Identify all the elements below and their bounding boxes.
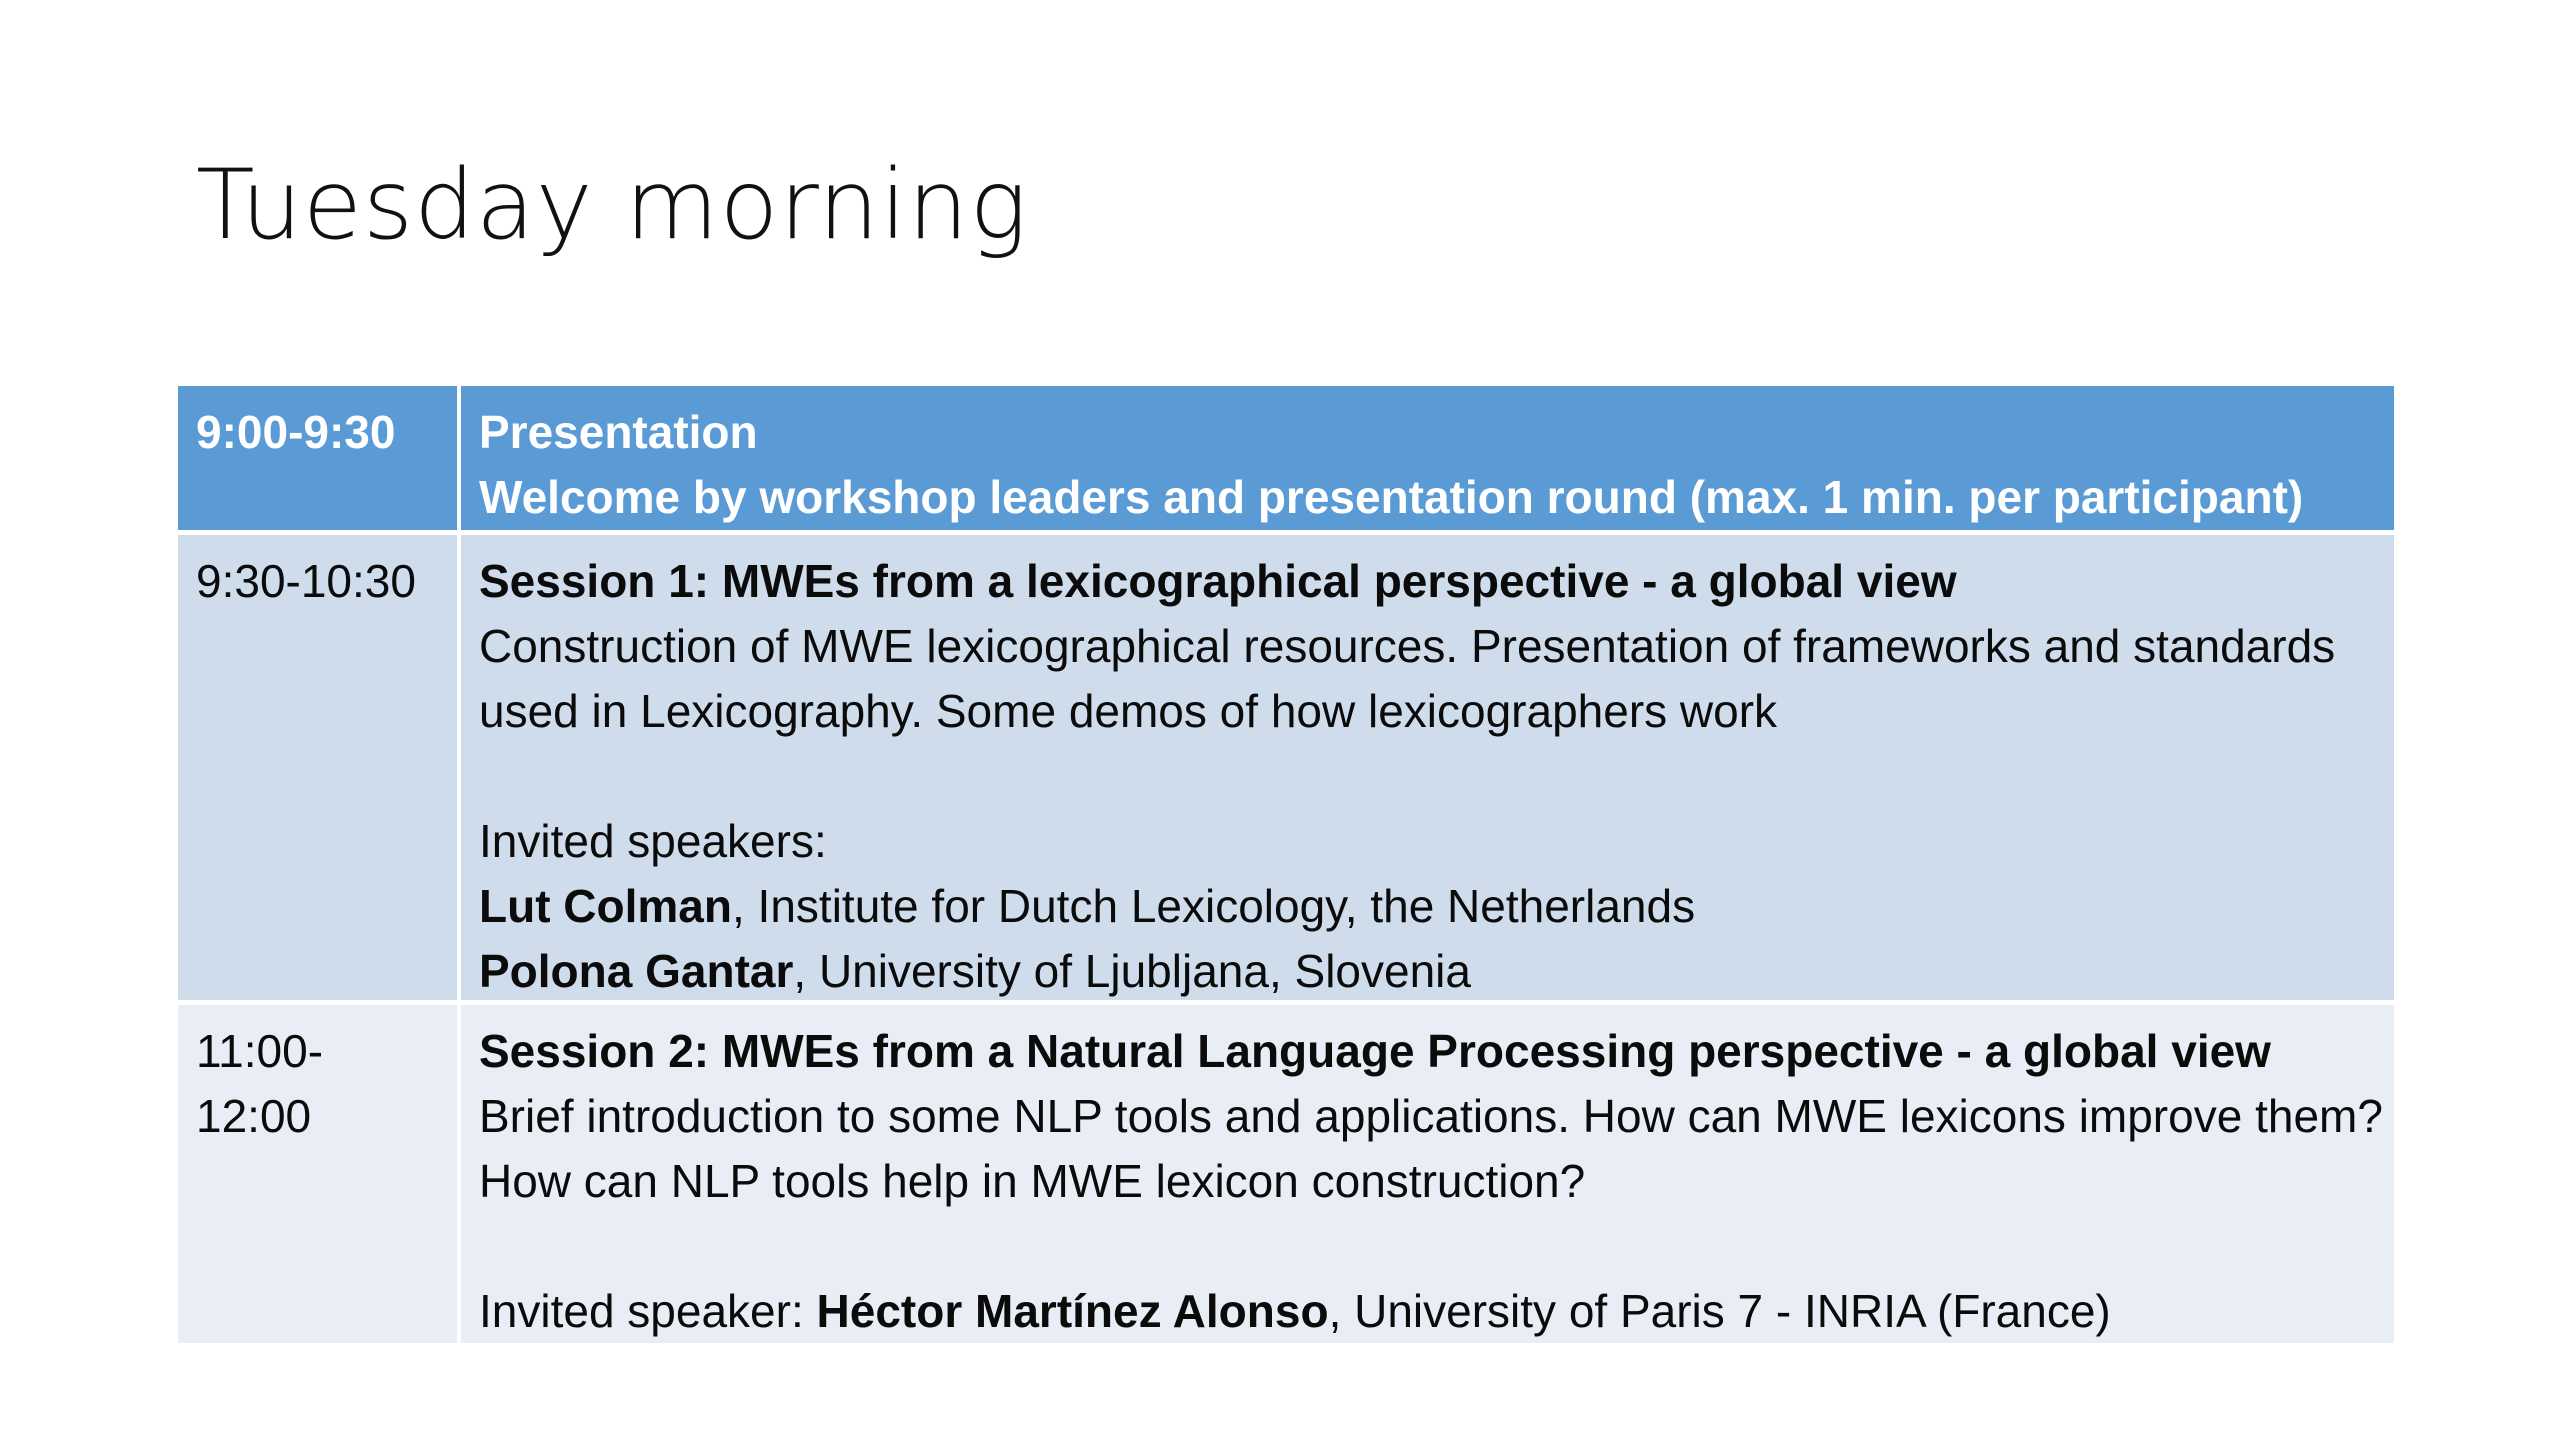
speaker-entry [479,874,2384,939]
session-title: Session 2: MWEs from a Natural Language Processing perspective - a global view [479,1025,2271,1077]
session-description: Brief introduction to some NLP tools and applications. How can MWE lexicons improve them? How can NLP tools help in MWE lexicon construction? [479,1090,2383,1207]
speaker-affiliation: , University of Ljubljana, Slovenia [793,945,1471,997]
session-title: Session 1: MWEs from a lexicographical perspective - a global view [479,555,1957,607]
time-text: 11:00- [196,1025,324,1077]
spacer [479,744,2384,809]
speaker-name: Polona Gantar [479,945,794,997]
speaker-label: Invited speaker: [479,1285,817,1337]
speakers-label: Invited speakers: [479,815,827,867]
speaker-entry [479,939,2384,1000]
speaker-affiliation: , Institute for Dutch Lexicology, the Netherlands [731,880,1696,932]
time-text: 9:00-9:30 [196,406,396,458]
time-text: 9:30-10:30 [196,555,416,607]
time-cell [178,386,461,530]
speaker-affiliation: , University of Paris 7 - INRIA (France) [1328,1285,2111,1337]
details-cell [461,386,2394,530]
time-cell [178,1000,461,1343]
slide-title: Tuesday morning [196,149,1029,261]
spacer [479,1214,2384,1279]
agenda-table [178,386,2394,1343]
time-text: 12:00 [196,1090,312,1142]
details-cell [461,1000,2394,1343]
speaker-name: Héctor Martínez Alonso [816,1285,1329,1337]
speaker-entry [479,1279,2384,1343]
session-title: Presentation [479,406,758,458]
time-cell [178,530,461,1000]
details-cell [461,530,2394,1000]
speaker-name: Lut Colman [479,880,732,932]
session-description: Welcome by workshop leaders and presentation round (max. 1 min. per participant) [479,471,2304,523]
session-description: Construction of MWE lexicographical resources. Presentation of frameworks and standards used in Lexicography. Some demos of how lexicographers work [479,620,2336,737]
